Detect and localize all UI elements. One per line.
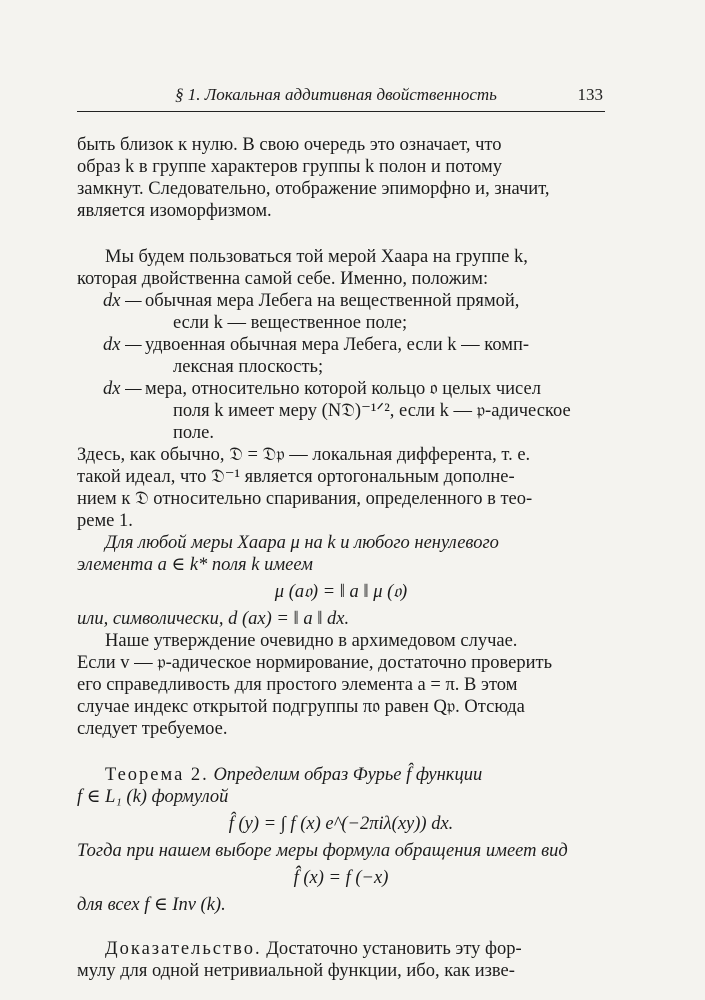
measure-definition: удвоенная обычная мера Лебега, если k — комп- <box>145 335 530 355</box>
text-line: быть близок к нулю. В свою очередь это означает, что <box>77 135 502 155</box>
measure-item-real <box>103 290 605 334</box>
theorem-tail: для всех f ∈ Inv (k). <box>77 895 226 915</box>
text-line: нием к 𝔇 относительно спаривания, определенного в тео- <box>77 489 533 509</box>
measure-item-complex <box>103 334 605 378</box>
theorem-text: f ∈ L₁ (k) формулой <box>77 787 229 807</box>
measure-definition-cont: поля k имеет меру (N𝔇)⁻¹ᐟ², если k — 𝔭-адическое <box>173 401 571 421</box>
measure-definition-cont: если k — вещественное поле; <box>173 313 408 333</box>
text-line: которая двойственна самой себе. Именно, положим: <box>77 269 489 289</box>
theorem-label: Теорема 2. <box>105 765 209 785</box>
text-line: Мы будем пользоваться той мерой Хаара на группе k, <box>105 247 528 267</box>
text-line: Наше утверждение очевидно в архимедовом случае. <box>105 631 518 651</box>
book-page <box>77 84 605 982</box>
measure-definition: мера, относительно которой кольцо 𝔬 целых чисел <box>145 379 541 399</box>
measure-definition-cont: поле. <box>173 423 214 443</box>
measure-term: dx — <box>103 379 142 399</box>
measure-list <box>77 290 605 444</box>
text-line: реме 1. <box>77 511 133 531</box>
claim <box>77 532 605 576</box>
claim-line: элемента a ∈ k* поля k имеем <box>77 555 313 575</box>
proof-label: Доказательство. <box>105 939 262 959</box>
proof-text: мулу для одной нетривиальной функции, ибо, как изве- <box>77 961 515 981</box>
paragraph-1 <box>77 134 605 222</box>
paragraph-2 <box>77 246 605 290</box>
measure-definition-cont: лексная плоскость; <box>173 357 324 377</box>
section-title: § 1. Локальная аддитивная двойственность <box>175 85 497 104</box>
text-line: Здесь, как обычно, 𝔇 = 𝔇𝔭 — локальная дифферента, т. е. <box>77 445 531 465</box>
text-line: случае индекс открытой подгруппы π𝔬 равен Q𝔭. Отсюда <box>77 697 525 717</box>
paragraph-4 <box>77 630 605 740</box>
formula-measure-scaling: μ (a𝔬) = ‖ a ‖ μ (𝔬) <box>274 582 408 602</box>
measure-item-padic <box>103 378 605 444</box>
theorem-text: Определим образ Фурье f̂ функции <box>213 765 483 785</box>
text-line: является изоморфизмом. <box>77 201 272 221</box>
paragraph-3 <box>77 444 605 532</box>
formula-fourier-transform: f̂ (y) = ∫ f (x) e^(−2πiλ(xy)) dx. <box>228 814 454 834</box>
claim-line: Для любой меры Хаара μ на k и любого ненулевого <box>105 533 499 553</box>
page-number: 133 <box>577 85 603 104</box>
measure-term: dx — <box>103 291 142 311</box>
text-line: его справедливость для простого элемента a = π. В этом <box>77 675 518 695</box>
proof-text: Достаточно установить эту фор- <box>266 939 522 959</box>
proof <box>77 938 605 982</box>
running-header <box>77 84 605 112</box>
text-line: замкнут. Следовательно, отображение эпиморфно и, значит, <box>77 179 550 199</box>
claim-tail: или, символически, d (ax) = ‖ a ‖ dx. <box>77 609 350 629</box>
measure-term: dx — <box>103 335 142 355</box>
formula-inversion: f̂̂ (x) = f (−x) <box>293 868 389 888</box>
theorem-continuation: Тогда при нашем выборе меры формула обращения имеет вид <box>77 841 568 861</box>
measure-definition: обычная мера Лебега на вещественной прямой, <box>145 291 520 311</box>
text-line: такой идеал, что 𝔇⁻¹ является ортогональным дополне- <box>77 467 515 487</box>
text-line: следует требуемое. <box>77 719 228 739</box>
text-line: образ k в группе характеров группы k полон и потому <box>77 157 502 177</box>
theorem-2 <box>77 764 605 808</box>
text-line: Если v — 𝔭-адическое нормирование, достаточно проверить <box>77 653 553 673</box>
